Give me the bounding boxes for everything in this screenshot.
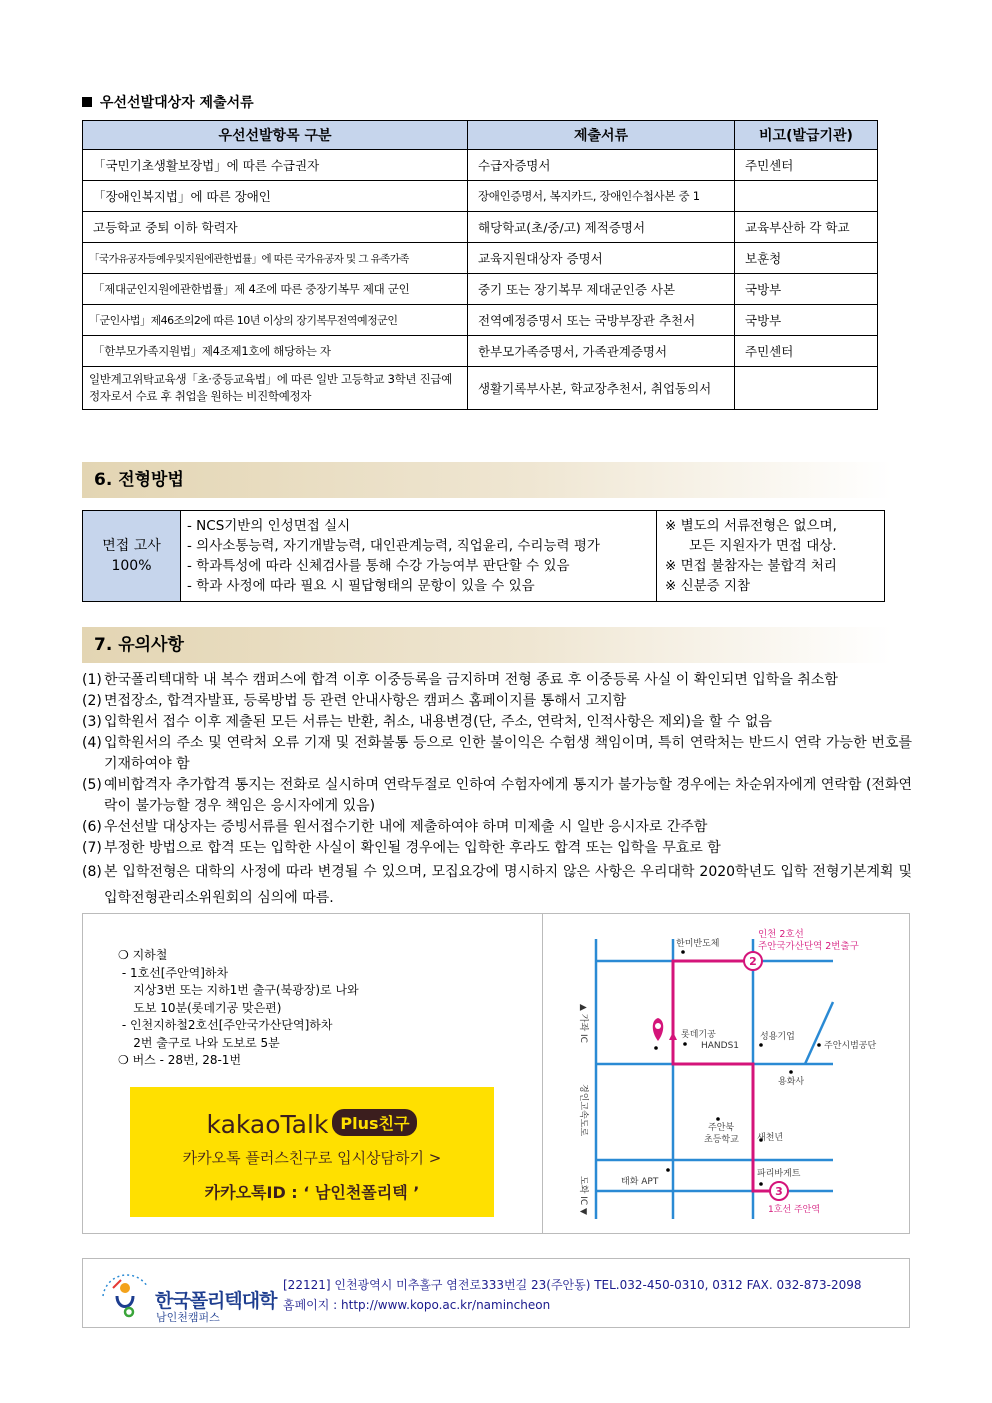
note-number: (7)	[82, 840, 102, 856]
note-number: (5)	[82, 777, 102, 793]
directions-text	[118, 947, 359, 1070]
note-number: (8)	[82, 864, 102, 880]
table-row	[83, 274, 878, 305]
interview-label-cell	[83, 511, 181, 602]
cell-category: 고등학교 중퇴 이하 학력자	[83, 212, 468, 243]
table-row	[83, 243, 878, 274]
cell-issuer: 주민센터	[735, 150, 878, 181]
table-row	[83, 511, 885, 602]
station-2-number: 2	[749, 955, 757, 968]
kakao-plus-banner[interactable]	[130, 1087, 494, 1217]
table-header-row	[83, 121, 878, 150]
note-text: 입학원서 접수 이후 제출된 모든 서류는 반환, 취소, 내용변경(단, 주소, 연락처, 인적사항은 제외)을 할 수 없음	[104, 714, 772, 730]
section-title-priority-docs	[82, 92, 254, 112]
label-saecheonnyeon: 새천년	[757, 1133, 784, 1143]
map-pin-icon	[653, 1018, 664, 1041]
square-bullet-icon	[82, 97, 92, 107]
list-item: - 학과 사정에 따라 필요 시 필답형태의 문항이 있을 수 있음	[187, 578, 535, 594]
remark-line: ※ 면접 불참자는 불합격 처리	[665, 558, 837, 574]
footer-address: [22121] 인천광역시 미추홀구 염전로333번길 23(주안동) TEL.032-450-0310, 0312 FAX. 032-873-2098	[283, 1278, 862, 1292]
note-number: (2)	[82, 693, 102, 709]
cell-issuer: 국방부	[735, 274, 878, 305]
cell-issuer: 교육부산하 각 학교	[735, 212, 878, 243]
remark-line: 모든 지원자가 면접 대상.	[689, 538, 837, 554]
note-text: 면접장소, 합격자발표, 등록방법 등 관련 안내사항은 캠퍼스 홈페이지를 통해서 고지함	[104, 693, 627, 709]
list-item	[82, 838, 912, 859]
label-hands: HANDS1	[701, 1041, 740, 1051]
table-row	[83, 336, 878, 367]
label-juanbuk: 주안북	[708, 1123, 735, 1133]
direction-line: ❍ 버스 - 28번, 28-1번	[118, 1053, 242, 1067]
cell-category: 「국가유공자등예우및지원에관한법률」에 따른 국가유공자 및 그 유족가족	[83, 243, 468, 274]
table-row	[83, 367, 878, 410]
interview-label: 면접 고사	[102, 538, 161, 554]
note-text: 한국폴리텍대학 내 복수 캠퍼스에 합격 이후 이중등록을 금지하며 전형 종료 후 이중등록 사실 이 확인되면 입학을 취소함	[104, 672, 838, 688]
cell-documents: 한부모가족증명서, 가족관계증명서	[468, 336, 735, 367]
note-number: (4)	[82, 735, 102, 751]
label-elementary: 초등학교	[704, 1135, 739, 1145]
cell-category: 일반계고위탁교육생「초·중등교육법」에 따른 일반 고등학교 3학년 진급예정자로서 수료 후 취업을 원하는 비진학예정자	[83, 367, 468, 410]
route-line	[673, 961, 771, 1191]
selection-method-table	[82, 510, 885, 602]
section-header-notes: 7. 유의사항	[82, 627, 892, 663]
cell-documents: 생활기록부사본, 학교장추천서, 취업동의서	[468, 367, 735, 410]
cell-documents: 교육지원대상자 증명서	[468, 243, 735, 274]
label-gajwa-ic: ▲ 가좌 IC	[578, 1004, 588, 1043]
list-item: - 학과특성에 따라 신체검사를 통해 수강 가능여부 판단할 수 있음	[187, 558, 570, 574]
table-row	[83, 212, 878, 243]
list-item	[82, 859, 912, 911]
note-text: 부정한 방법으로 합격 또는 입학한 사실이 확인될 경우에는 입학한 후라도 합격 또는 입학을 무효로 함	[104, 840, 721, 856]
list-item: - NCS기반의 인성면접 실시	[187, 518, 351, 534]
cell-category: 「군인사법」제46조의2에 따른 10년 이상의 장기복무전역예정군인	[83, 305, 468, 336]
list-item	[82, 712, 912, 733]
list-item	[82, 775, 912, 817]
label-station2-exit: 주안국가산단역 2번출구	[758, 941, 859, 952]
header-issuer: 비고(발급기관)	[735, 121, 878, 150]
note-text: 우선선발 대상자는 증빙서류를 원서접수기한 내에 제출하여야 하며 미제출 시 일반 응시자로 간주함	[104, 819, 708, 835]
interview-remarks-cell	[657, 511, 885, 602]
cell-documents: 중기 또는 장기복무 제대군인증 사본	[468, 274, 735, 305]
map-labels	[621, 928, 876, 1215]
label-taehwa: 태화 APT	[621, 1177, 659, 1187]
footer-homepage-link[interactable]: 홈페이지 : http://www.kopo.ac.kr/namincheon	[283, 1298, 551, 1312]
list-item	[82, 817, 912, 838]
route-arrow-icon	[669, 1032, 677, 1040]
cell-documents: 해당학교(초/중/고) 제적증명서	[468, 212, 735, 243]
cell-issuer	[735, 367, 878, 410]
label-lotte: 롯데기공	[681, 1030, 716, 1040]
note-number: (6)	[82, 819, 102, 835]
remark-line: ※ 별도의 서류전형은 없으며,	[665, 518, 837, 534]
remark-line: ※ 신분증 지참	[665, 578, 751, 594]
section-header-selection: 6. 전형방법	[82, 462, 892, 498]
note-number: (1)	[82, 672, 102, 688]
cell-documents: 수급자증명서	[468, 150, 735, 181]
direction-line: 2번 출구로 나와 도보로 5분	[118, 1035, 280, 1050]
priority-docs-table	[82, 120, 878, 410]
cell-issuer: 주민센터	[735, 336, 878, 367]
label-station1: 1호선 주안역	[768, 1205, 821, 1215]
route-path	[673, 961, 771, 1191]
kakao-logo-text: kakaoTalk	[206, 1110, 329, 1139]
section-title-text: 우선선발대상자 제출서류	[100, 95, 254, 111]
cell-category: 「제대군인지원에관한법률」제 4조에 따른 중장기복무 제대 군인	[83, 274, 468, 305]
table-row	[83, 150, 878, 181]
map-side-labels	[578, 1004, 590, 1215]
logo-campus: 남인천캠퍼스	[156, 1311, 220, 1324]
label-juan-park: 주안시범공단	[824, 1041, 877, 1051]
logo-name: 한국폴리텍대학	[155, 1290, 277, 1312]
location-map	[543, 914, 909, 1233]
direction-line: ❍ 지하철	[118, 948, 168, 962]
label-hanmi: 한미반도체	[676, 939, 720, 949]
header-category: 우선선발항목 구분	[83, 121, 468, 150]
label-paris: 파리바게트	[757, 1169, 801, 1179]
cell-category: 「국민기초생활보장법」에 따른 수급권자	[83, 150, 468, 181]
cell-documents: 전역예정증명서 또는 국방부장관 추천서	[468, 305, 735, 336]
label-station2-line: 인천 2호선	[758, 929, 804, 940]
direction-line: - 인천지하철2호선[주안국가산단역]하차	[118, 1018, 333, 1032]
table-row	[83, 305, 878, 336]
kakao-brand	[130, 1109, 494, 1139]
road-diagonal	[805, 1002, 833, 1064]
table-row	[83, 181, 878, 212]
polytech-logo-icon	[95, 1266, 155, 1322]
note-text: 본 입학전형은 대학의 사정에 따라 변경될 수 있으며, 모집요강에 명시하지 않은 사항은 우리대학 2020학년도 입학 전형기본계획 및 입학전형관리소위원회의 심의에 따름.	[104, 864, 912, 906]
list-item	[82, 670, 912, 691]
cell-issuer: 보훈청	[735, 243, 878, 274]
label-seongyong: 성용기업	[760, 1032, 795, 1042]
cell-category: 「한부모가족지원법」제4조제1호에 해당하는 자	[83, 336, 468, 367]
notes-list	[82, 670, 912, 911]
note-text: 입학원서의 주소 및 연락처 오류 기재 및 전화불통 등으로 인한 불이익은 수험생 책임이며, 특히 연락처는 반드시 연락 가능한 번호를 기재하여야 함	[104, 735, 912, 772]
cell-issuer	[735, 181, 878, 212]
list-item	[82, 733, 912, 775]
interview-percent: 100%	[111, 558, 152, 574]
cell-category: 「장애인복지법」에 따른 장애인	[83, 181, 468, 212]
kakao-consult-text: 카카오톡 플러스친구로 입시상담하기 >	[182, 1149, 442, 1167]
note-number: (3)	[82, 714, 102, 730]
note-text: 예비합격자 추가합격 통지는 전화로 실시하며 연락두절로 인하여 수험자에게 통지가 불가능할 경우에는 차순위자에게 연락함 (전화연락이 불가능할 경우 책임은 응시자에게 있음)	[104, 777, 912, 814]
direction-line: 도보 10분(롯데기공 맞은편)	[118, 1000, 282, 1015]
cell-documents: 장애인증명서, 복지카드, 장애인수첩사본 중 1	[468, 181, 735, 212]
label-dohwa-ic: 도화 IC ▼	[578, 1176, 588, 1215]
header-documents: 제출서류	[468, 121, 735, 150]
interview-items-cell	[181, 511, 657, 602]
label-yonghwa: 용화사	[778, 1077, 805, 1087]
direction-line: 지상3번 또는 지하1번 출구(북광장)로 나와	[118, 983, 359, 997]
list-item	[82, 691, 912, 712]
station-2-marker	[744, 952, 762, 970]
station-3-marker	[770, 1182, 788, 1200]
cell-issuer: 국방부	[735, 305, 878, 336]
map-dots	[654, 950, 821, 1186]
kakao-plus-badge: Plus친구	[332, 1109, 417, 1136]
direction-line: - 1호선[주안역]하차	[118, 965, 229, 980]
kakao-id-text: 카카오톡ID : ‘ 남인천폴리텍 ’	[204, 1183, 420, 1202]
station-3-number: 3	[775, 1185, 783, 1198]
list-item: - 의사소통능력, 자기개발능력, 대인관계능력, 직업윤리, 수리능력 평가	[187, 538, 600, 554]
label-gyeongin-expressway: 경인고속도로	[578, 1084, 588, 1137]
